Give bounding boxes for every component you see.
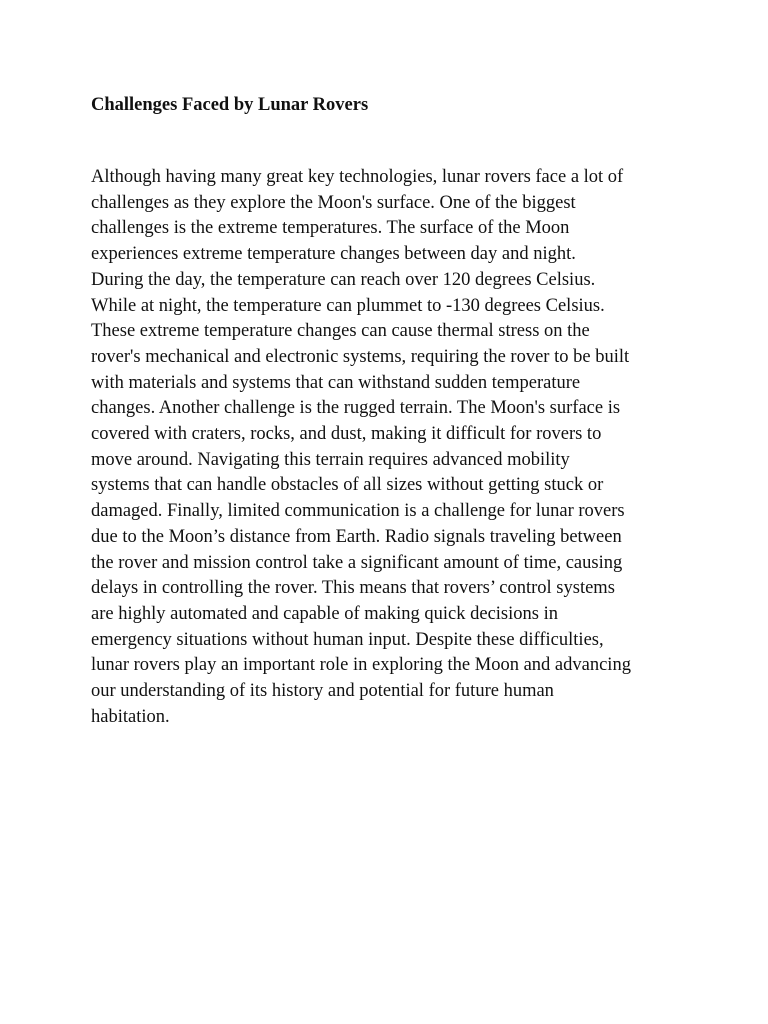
body-line: move around. Navigating this terrain requires advanced mobility bbox=[91, 449, 570, 470]
body-line: delays in controlling the rover. This means that rovers’ control systems bbox=[91, 578, 615, 599]
document-title: Challenges Faced by Lunar Rovers bbox=[91, 95, 369, 115]
body-line: rover's mechanical and electronic systems, requiring the rover to be built bbox=[91, 346, 630, 367]
body-line: the rover and mission control take a significant amount of time, causing bbox=[91, 552, 623, 573]
body-line: emergency situations without human input. Despite these difficulties, bbox=[91, 629, 604, 650]
body-line: Although having many great key technologies, lunar rovers face a lot of bbox=[91, 167, 624, 187]
body-line: covered with craters, rocks, and dust, making it difficult for rovers to bbox=[91, 424, 602, 445]
body-line: experiences extreme temperature changes between day and night. bbox=[91, 244, 576, 265]
body-line: with materials and systems that can withstand sudden temperature bbox=[91, 372, 581, 393]
body-line: challenges is the extreme temperatures. The surface of the Moon bbox=[91, 218, 570, 239]
body-line: These extreme temperature changes can cause thermal stress on the bbox=[91, 321, 590, 342]
body-line: are highly automated and capable of making quick decisions in bbox=[91, 603, 558, 624]
body-line: While at night, the temperature can plummet to -130 degrees Celsius. bbox=[91, 295, 605, 316]
body-line: habitation. bbox=[91, 706, 170, 727]
body-line: During the day, the temperature can reach over 120 degrees Celsius. bbox=[91, 269, 596, 290]
body-line: lunar rovers play an important role in exploring the Moon and advancing bbox=[91, 655, 631, 676]
body-line: systems that can handle obstacles of all sizes without getting stuck or bbox=[91, 475, 604, 496]
body-line: changes. Another challenge is the rugged terrain. The Moon's surface is bbox=[91, 398, 621, 419]
body-line: our understanding of its history and potential for future human bbox=[91, 681, 554, 702]
body-paragraph bbox=[91, 165, 691, 730]
body-line: challenges as they explore the Moon's surface. One of the biggest bbox=[91, 192, 576, 213]
body-line: damaged. Finally, limited communication is a challenge for lunar rovers bbox=[91, 501, 625, 522]
body-line: due to the Moon’s distance from Earth. Radio signals traveling between bbox=[91, 526, 622, 547]
